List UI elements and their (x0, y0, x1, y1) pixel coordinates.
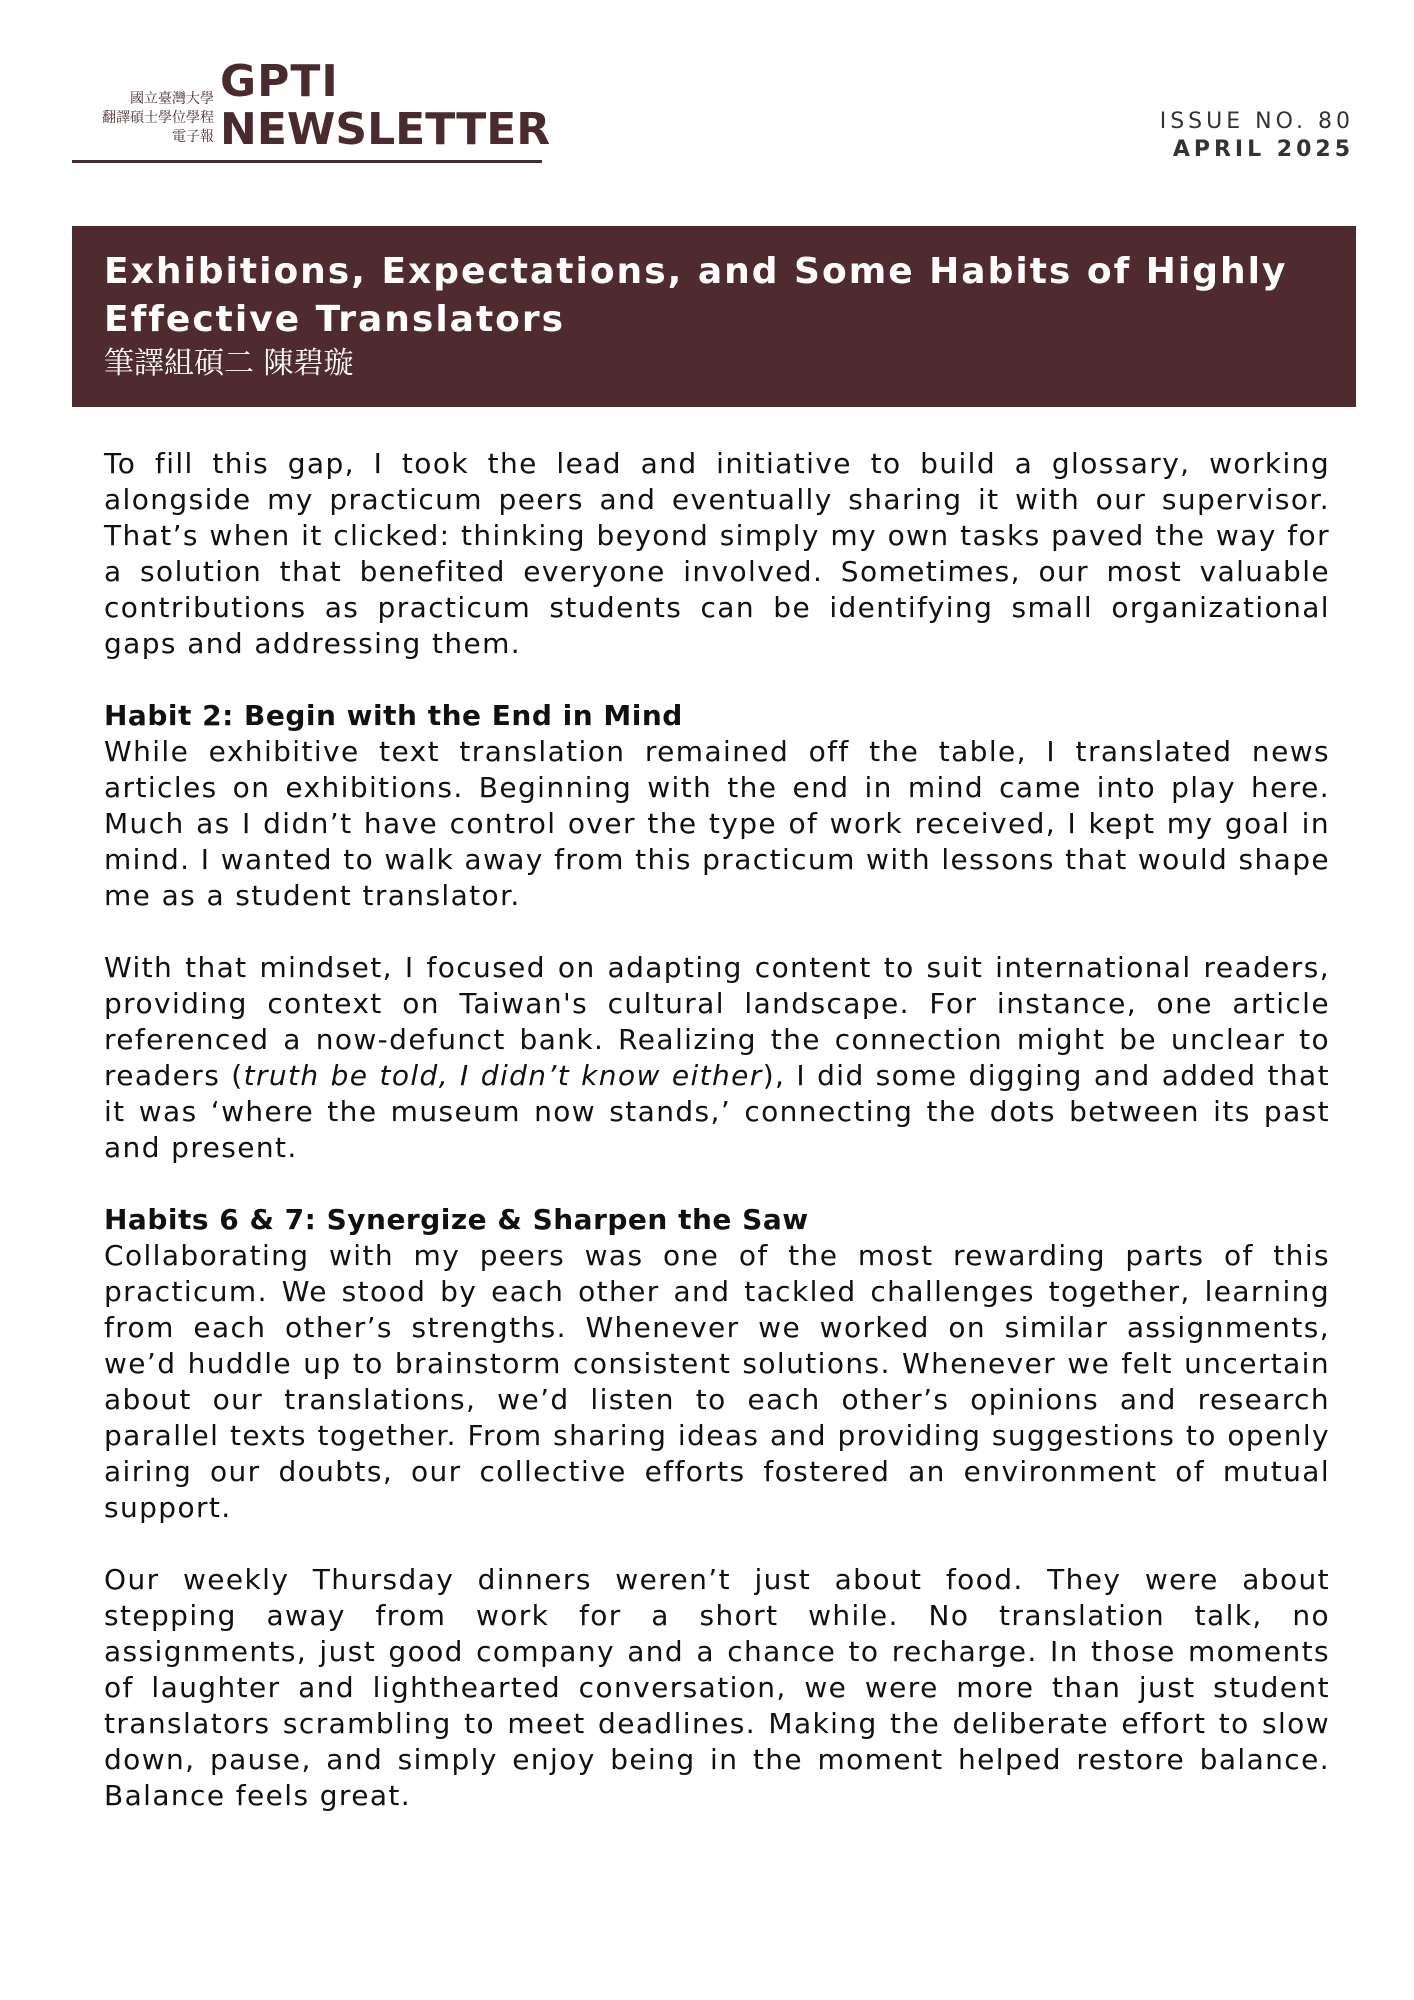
school-line-program: 翻譯碩士學位學程 (102, 110, 214, 126)
article-body (104, 446, 1330, 1850)
logo-gpti: GPTI (220, 56, 339, 107)
heading-habits-6-7: Habits 6 & 7: Synergize & Sharpen the Saw (104, 1203, 809, 1236)
article-title: Exhibitions, Expectations, and Some Habits of Highly Effective Translators (104, 251, 1288, 340)
newsletter-masthead (72, 56, 551, 164)
article-title-banner (72, 226, 1356, 407)
paragraph-glossary: To fill this gap, I took the lead and initiative to build a glossary, working alongside my practicum peers and eventually sharing it with our supervisor. That’s when it clicked: thinking beyond simply my own tasks paved the way for a solution that benefited everyone involved. Sometimes, our most valuable contributions as practicum students can be identifying small organizational gaps and addressing them. (104, 447, 1330, 660)
issue-number: ISSUE NO. 80 (1159, 109, 1354, 134)
mindset-text-start: With that mindset, I focused on adapting content to suit international readers, providing context on Taiwan's cultural landscape. For instance, one article referenced a now-defunct bank. Realizing the connection might be unclear to readers ( (104, 951, 1330, 1092)
mindset-text-end: ), I did some digging and added that it was ‘where the museum now stands,’ connecting the dots between its past and present. (104, 1059, 1330, 1164)
newsletter-logo (220, 56, 551, 155)
paragraph-collaboration: Collaborating with my peers was one of the most rewarding parts of this practicum. We stood by each other and tackled challenges together, learning from each other’s strengths. Whenever we worked on similar assignments, we’d huddle up to brainstorm consistent solutions. Whenever we felt uncertain about our translations, we’d listen to each other’s opinions and research parallel texts together. From sharing ideas and providing suggestions to openly airing our doubts, our collective efforts fostered an environment of mutual support. (104, 1239, 1330, 1524)
paragraph-habit-2: While exhibitive text translation remained off the table, I translated news articles on exhibitions. Beginning with the end in mind came into play here. Much as I didn’t have control over the type of work received, I kept my goal in mind. I wanted to walk away from this practicum with lessons that would shape me as a student translator. (104, 735, 1330, 912)
issue-info (1160, 108, 1354, 164)
university-program-name (72, 90, 214, 147)
heading-habit-2: Habit 2: Begin with the End in Mind (104, 699, 683, 732)
mindset-italic-aside: truth be told, I didn’t know either (243, 1059, 763, 1092)
school-line-newsletter: 電子報 (172, 129, 214, 145)
paragraph-thursday-dinners: Our weekly Thursday dinners weren’t just about food. They were about stepping away from work for a short while. No translation talk, no assignments, just good company and a chance to recharge. In those moments of laughter and lighthearted conversation, we were more than just student translators scrambling to meet deadlines. Making the deliberate effort to slow down, pause, and simply enjoy being in the moment helped restore balance. Balance feels great. (104, 1563, 1330, 1812)
issue-date: APRIL 2025 (1172, 137, 1354, 162)
paragraph-mindset (104, 950, 1330, 1166)
school-line-university: 國立臺灣大學 (130, 91, 214, 107)
masthead-underline (72, 160, 542, 163)
article-author: 筆譯組碩二 陳碧璇 (104, 346, 354, 381)
logo-newsletter: NEWSLETTER (220, 104, 551, 155)
